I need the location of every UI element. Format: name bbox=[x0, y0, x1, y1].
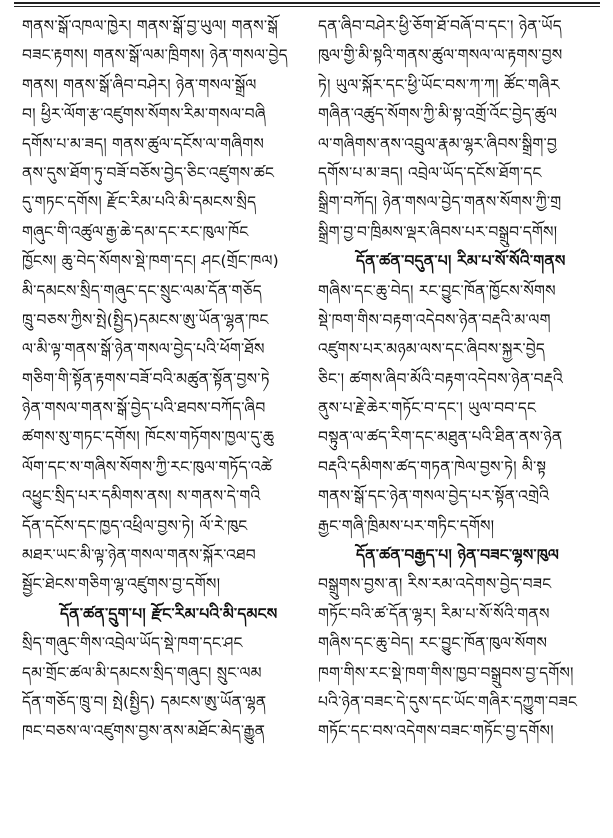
text-line: དན་ཞིབ་བཤེར་ཕྱི་ཅོག་ཐོ་བཞོ་བ་དང་། ཉེན་ཡོད bbox=[318, 17, 562, 35]
text-line: དམ་གྲོང་ཚལ་མི་དམངས་སྲིད་གཞུང། སྲུང་ལམ bbox=[22, 663, 262, 682]
text-line: ཉེན་གསལ་གནས་སྒོ་བྱེད་པའི་ཐབས་བཀོད་ཞིབ bbox=[22, 399, 266, 418]
text-line: ཁག་གིས་རང་སྡེ་ཁག་གིས་ཁྱབ་བསྒྲུབས་བྱ་དགོས། bbox=[318, 663, 574, 682]
text-line: མི་དམངས་སྲིད་གཞུང་དང་སྲུང་ལམ་དོན་གཅོད bbox=[22, 281, 262, 300]
text-line: དོན་དངོས་དང་ཁྱད་འཕྲིལ་བྱས་ཏེ། ལོ་རེ་ཁུང bbox=[22, 516, 248, 535]
section-heading-line: དོན་ཚན་དྲུག་པ། རྫོང་རིམ་པའི་མི་དམངས bbox=[60, 604, 278, 623]
text-line: སྦྱོང་ཐེངས་གཅིག་ལྷ་འཛུགས་བྱ་དགོས། bbox=[22, 575, 221, 594]
text-line: གཞུང་གི་འཚུལ་རྒྱ་ཆེ་དམ་དང་རང་ཁུལ་ཁོང bbox=[22, 222, 249, 241]
text-line: དགོས་པ་མ་ཟད། གནས་ཚུལ་དངོས་ལ་གཞིགས bbox=[22, 134, 265, 153]
text-line: འཕྱུང་སྲིད་པར་དམིགས་ནས། ས་གནས་དེ་གའི bbox=[22, 487, 261, 506]
text-line: གནས། གནས་སྒོ་ཞིབ་བཤེར། ཉེན་གསལ་སྒྲོལ bbox=[22, 75, 257, 94]
text-line: སྲིད་གཞུང་གིས་འབྲེལ་ཡོད་སྡེ་ཁག་དང་ཤང bbox=[22, 634, 243, 653]
text-line: གཅིག་གི་སྟོན་རྟགས་བཟོ་བའི་མཚུན་སྟོན་བྱས་ཏེ bbox=[22, 369, 270, 388]
text-line: བརྡའི་དམིགས་ཚད་གཏན་ཁེལ་བྱས་ཏེ། མི་སྟ bbox=[318, 457, 547, 476]
text-line: དུ་གཏང་དགོས། རྫོང་རིམ་པའི་མི་དམངས་སྲིད bbox=[22, 193, 257, 212]
text-line: ཅིང་། ཚགས་ཞིབ་མོའི་བརྟག་འདེབས་ཉེན་བརྡའི bbox=[318, 369, 563, 388]
text-line: ལ་གཞིགས་ནས་འབྲུལ་རྣམ་ལྷར་ཞིབས་སྒྲིག་བྱ bbox=[318, 134, 558, 153]
text-line: གནས་སྒོ་དང་ཉེན་གསལ་བྱེད་པར་སྟོན་འགྲེའི bbox=[318, 487, 550, 506]
text-line: བསྟུན་ལ་ཚད་རིག་དང་མཐུན་པའི་ཐིན་ནས་ཉེན bbox=[318, 428, 563, 447]
section-heading-line: དོན་ཚན་བདུན་པ། རིམ་པ་སོ་སོའི་གནས bbox=[356, 252, 566, 271]
text-line: སྒྲིག་བཀོད། ཉེན་གསལ་བྱེད་གནས་སོགས་ཀྱི་གྲ bbox=[318, 193, 562, 212]
text-line: ནུས་པ་རྗེ་ཆེར་གཏོང་བ་དང་། ཡུལ་བབ་དང bbox=[318, 399, 537, 418]
text-line: ནས་དུས་ཐོག་ཏུ་བཟོ་བཅོས་བྱེད་ཅིང་འཛུགས་ཚང bbox=[22, 163, 275, 182]
text-line: མཐར་ཡང་མི་ལྟ་ཉེན་གསལ་གནས་སྐོར་འཐབ bbox=[22, 546, 256, 565]
text-line: ཁྲུ་བཅས་ཀྱིས་སྤེ(སྤྱིད)དམངས་ཨུ་ཡོན་ལྷན་ཁང bbox=[22, 310, 269, 329]
text-line: གནས་སྒོ་འཁལ་ཁྱེར། གནས་སྒོ་བྱ་ཡུལ། གནས་སྒོ bbox=[22, 17, 278, 35]
text-line: རྒྱང་གཞི་ཁྲིམས་པར་གཏིང་དགོས། bbox=[318, 516, 495, 535]
text-line: བཟང་རྟགས། གནས་སྒོ་ལམ་ཁྲིགས། ཉེན་གསལ་བྱེད bbox=[22, 46, 288, 65]
left-column bbox=[22, 12, 302, 747]
text-line: པའི་ཉེན་བཟང་དེ་དུས་དང་ཡོང་གཞིར་དཀྱུག་བཟང bbox=[318, 692, 578, 711]
text-line: གཏོང་དང་བས་འདེགས་བཟང་གཏོང་བྱ་དགོས། bbox=[318, 722, 554, 741]
text-line: དགོས་པ་མ་ཟད། འབྲེལ་ཡོད་དངོས་ཐོག་དང bbox=[318, 163, 542, 182]
text-line: ལོག་དང་ས་གཞིས་སོགས་ཀྱི་རང་ཁུལ་གཏོད་འཚེ bbox=[22, 457, 272, 476]
text-line: ཁུལ་གྱི་མི་སྟའི་གནས་ཚུལ་གསལ་ལ་རྟགས་བྱས bbox=[318, 46, 563, 65]
text-line: སྡེ་ཁག་གིས་བརྟག་འདེབས་ཉེན་བརྡའི་མ་ལག bbox=[318, 310, 551, 329]
text-line: གཞིས་དང་ཆུ་བེད། རང་བྱུང་ཁོན་ཁུལ་སོགས bbox=[318, 634, 548, 653]
text-line: ཚགས་སུ་གཏང་དགོས། ཁོངས་གཏོགས་ཁྱལ་དུ་ཆུ bbox=[22, 428, 275, 447]
text-line: གཞིས་དང་ཆུ་བེད། རང་བྱུང་ཁོན་ཁྱོངས་སོགས bbox=[318, 281, 556, 300]
text-line: དོན་གཅོད་ཁྲུ་བ། སྤེ(སྤྱིད) དམངས་ཨུ་ཡོན་ལྷན bbox=[22, 692, 267, 711]
top-rule-thin bbox=[14, 6, 600, 7]
text-line: ཁང་བཅས་ལ་འཛུགས་བྱས་ནས་མཐོང་མེད་རྒྱུན bbox=[22, 722, 266, 741]
text-line: གཏོང་བའི་ཚ་དོན་ལྷར། རིམ་པ་སོ་སོའི་གནས bbox=[318, 604, 550, 623]
text-line: སྒྲིག་བྱ་བ་ཁྲིམས་ལྡར་ཞིབས་པར་བསྒྲུབ་དགོས། bbox=[318, 222, 558, 241]
text-line: ཏེ། ཡུལ་སྐོར་དང་ཕྱི་ཡོང་བས་ཀ་ཀ། ཚོང་གཞིར bbox=[318, 75, 560, 94]
text-line: བ། ཕྱིར་ལོག་རྩ་འཛུགས་སོགས་རིམ་གསལ་བཞི bbox=[22, 105, 266, 124]
right-column bbox=[318, 12, 598, 747]
section-heading-line: དོན་ཚན་བརྒྱད་པ། ཉེན་བཟང་ལྷས་ཁུལ bbox=[356, 546, 560, 565]
text-line: ལ་མི་ལྟ་གནས་སྒོ་ཉེན་གསལ་བྱེད་པའི་ཕོག་ཐོས bbox=[22, 340, 265, 359]
text-line: གཞིན་འཚུད་སོགས་ཀྱི་མི་སྟ་འགྲོ་འོང་བྱེད་ཚུལ bbox=[318, 105, 558, 124]
text-line: འཛུགས་པར་མཉམ་ལས་དང་ཞིབས་སྐྱར་བྱེད bbox=[318, 340, 546, 359]
text-line: བསྒྲུགས་བྱས་ན། རིས་རམ་འདེགས་བྱེད་བཟང bbox=[318, 575, 552, 594]
top-rule bbox=[14, 2, 600, 4]
text-line: ཁྱོངས། ཆུ་བེད་སོགས་སྡེ་ཁག་དང། ཤང(གྲོང་ཁལ) bbox=[22, 252, 279, 271]
